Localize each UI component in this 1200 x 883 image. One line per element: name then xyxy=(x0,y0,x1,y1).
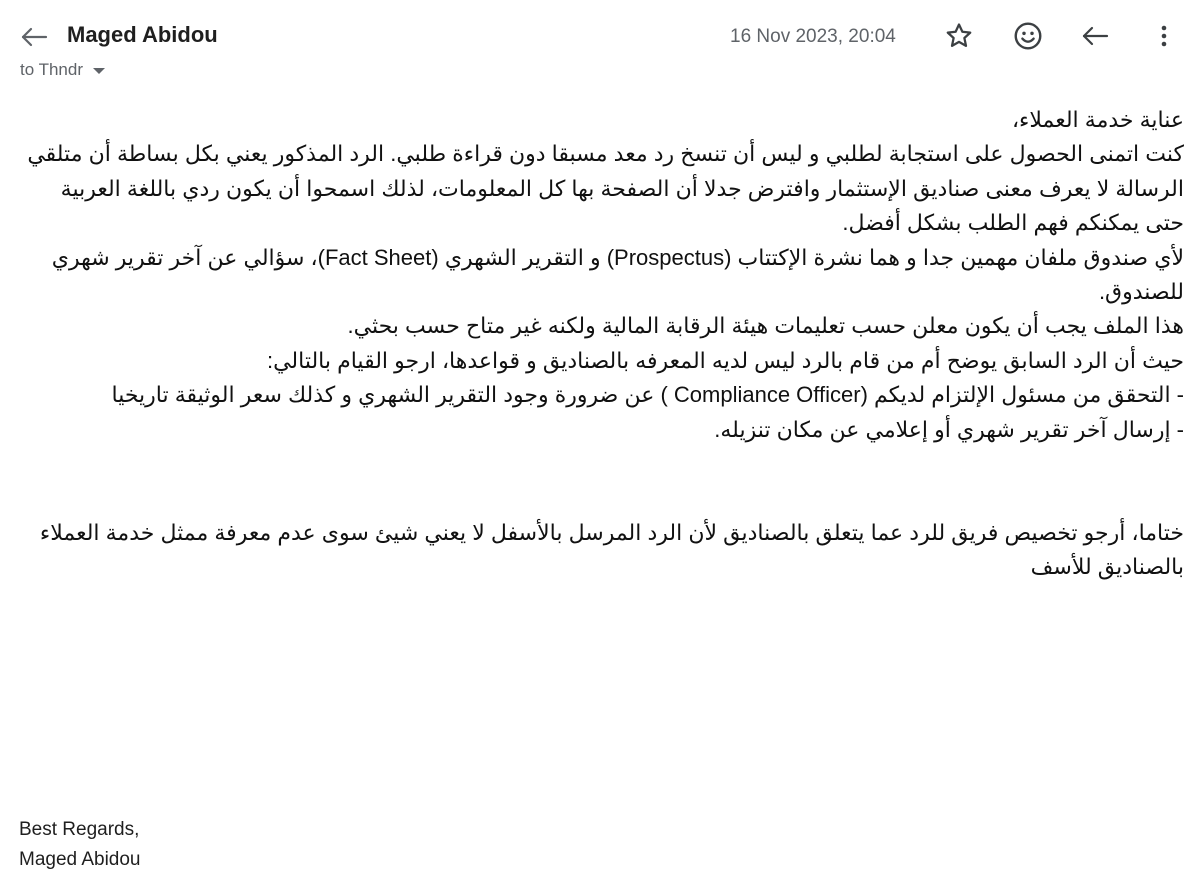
spacer xyxy=(18,447,1184,481)
caret-down-icon[interactable] xyxy=(93,68,105,74)
spacer xyxy=(18,481,1184,515)
greeting: عناية خدمة العملاء، xyxy=(1011,107,1184,132)
recipient-details-toggle[interactable] xyxy=(20,60,105,80)
body-paragraph: كنت اتمنى الحصول على استجابة لطلبي و ليس أن تنسخ رد معد مسبقا دون قراءة طلبي. الرد المذكور يعني بكل بساطة أن متلقي الرسالة لا يعرف معنى صناديق الإستثمار وافترض جدلا أن الصفحة بها كل المعلومات، لذلك اسمحوا أن يكون ردي باللغة العربية حتى يمكنكم فهم الطلب بشكل أفضل. xyxy=(27,141,1184,236)
body-paragraph: لأي صندوق ملفان مهمين جدا و هما نشرة الإكتتاب (Prospectus) و التقرير الشهري (Fact Sheet)، سؤالي عن آخر تقرير شهري للصندوق. xyxy=(51,244,1184,305)
closing-paragraph: ختاما، أرجو تخصيص فريق للرد عما يتعلق بالصناديق لأن الرد المرسل بالأسفل لا يعني شيئ سوى عدم معرفة ممثل خدمة العملاء بالصناديق للأسف xyxy=(39,519,1184,580)
emoji-icon xyxy=(1012,20,1044,52)
list-item: - إرسال آخر تقرير شهري أو إعلامي عن مكان تنزيله. xyxy=(714,416,1184,442)
signature-line: Best Regards, xyxy=(19,819,140,840)
message-header xyxy=(0,0,1200,100)
star-icon xyxy=(944,21,974,51)
reply-icon xyxy=(1081,23,1111,49)
reply-button[interactable] xyxy=(1078,18,1114,54)
signature xyxy=(19,815,141,875)
more-options-button[interactable] xyxy=(1146,18,1182,54)
star-button[interactable] xyxy=(941,18,977,54)
add-reaction-button[interactable] xyxy=(1010,18,1046,54)
more-vert-icon xyxy=(1159,23,1169,49)
list-item: - التحقق من مسئول الإلتزام لديكم (Compliance Officer ) عن ضرورة وجود التقرير الشهري و كذلك سعر الوثيقة تاريخيا xyxy=(111,382,1184,408)
reply-arrow-icon[interactable] xyxy=(20,24,50,50)
message-timestamp: 16 Nov 2023, 20:04 xyxy=(730,26,896,47)
body-paragraph: حيث أن الرد السابق يوضح أم من قام بالرد ليس لديه المعرفه بالصناديق و قواعدها، ارجو القيام بالتالي: xyxy=(266,347,1184,373)
message-body xyxy=(18,103,1184,585)
recipient-line: to Thndr xyxy=(20,60,84,79)
sender-name[interactable]: Maged Abidou xyxy=(67,22,218,47)
signature-name: Maged Abidou xyxy=(19,849,141,870)
body-paragraph: هذا الملف يجب أن يكون معلن حسب تعليمات هيئة الرقابة المالية ولكنه غير متاح حسب بحثي. xyxy=(347,313,1184,339)
